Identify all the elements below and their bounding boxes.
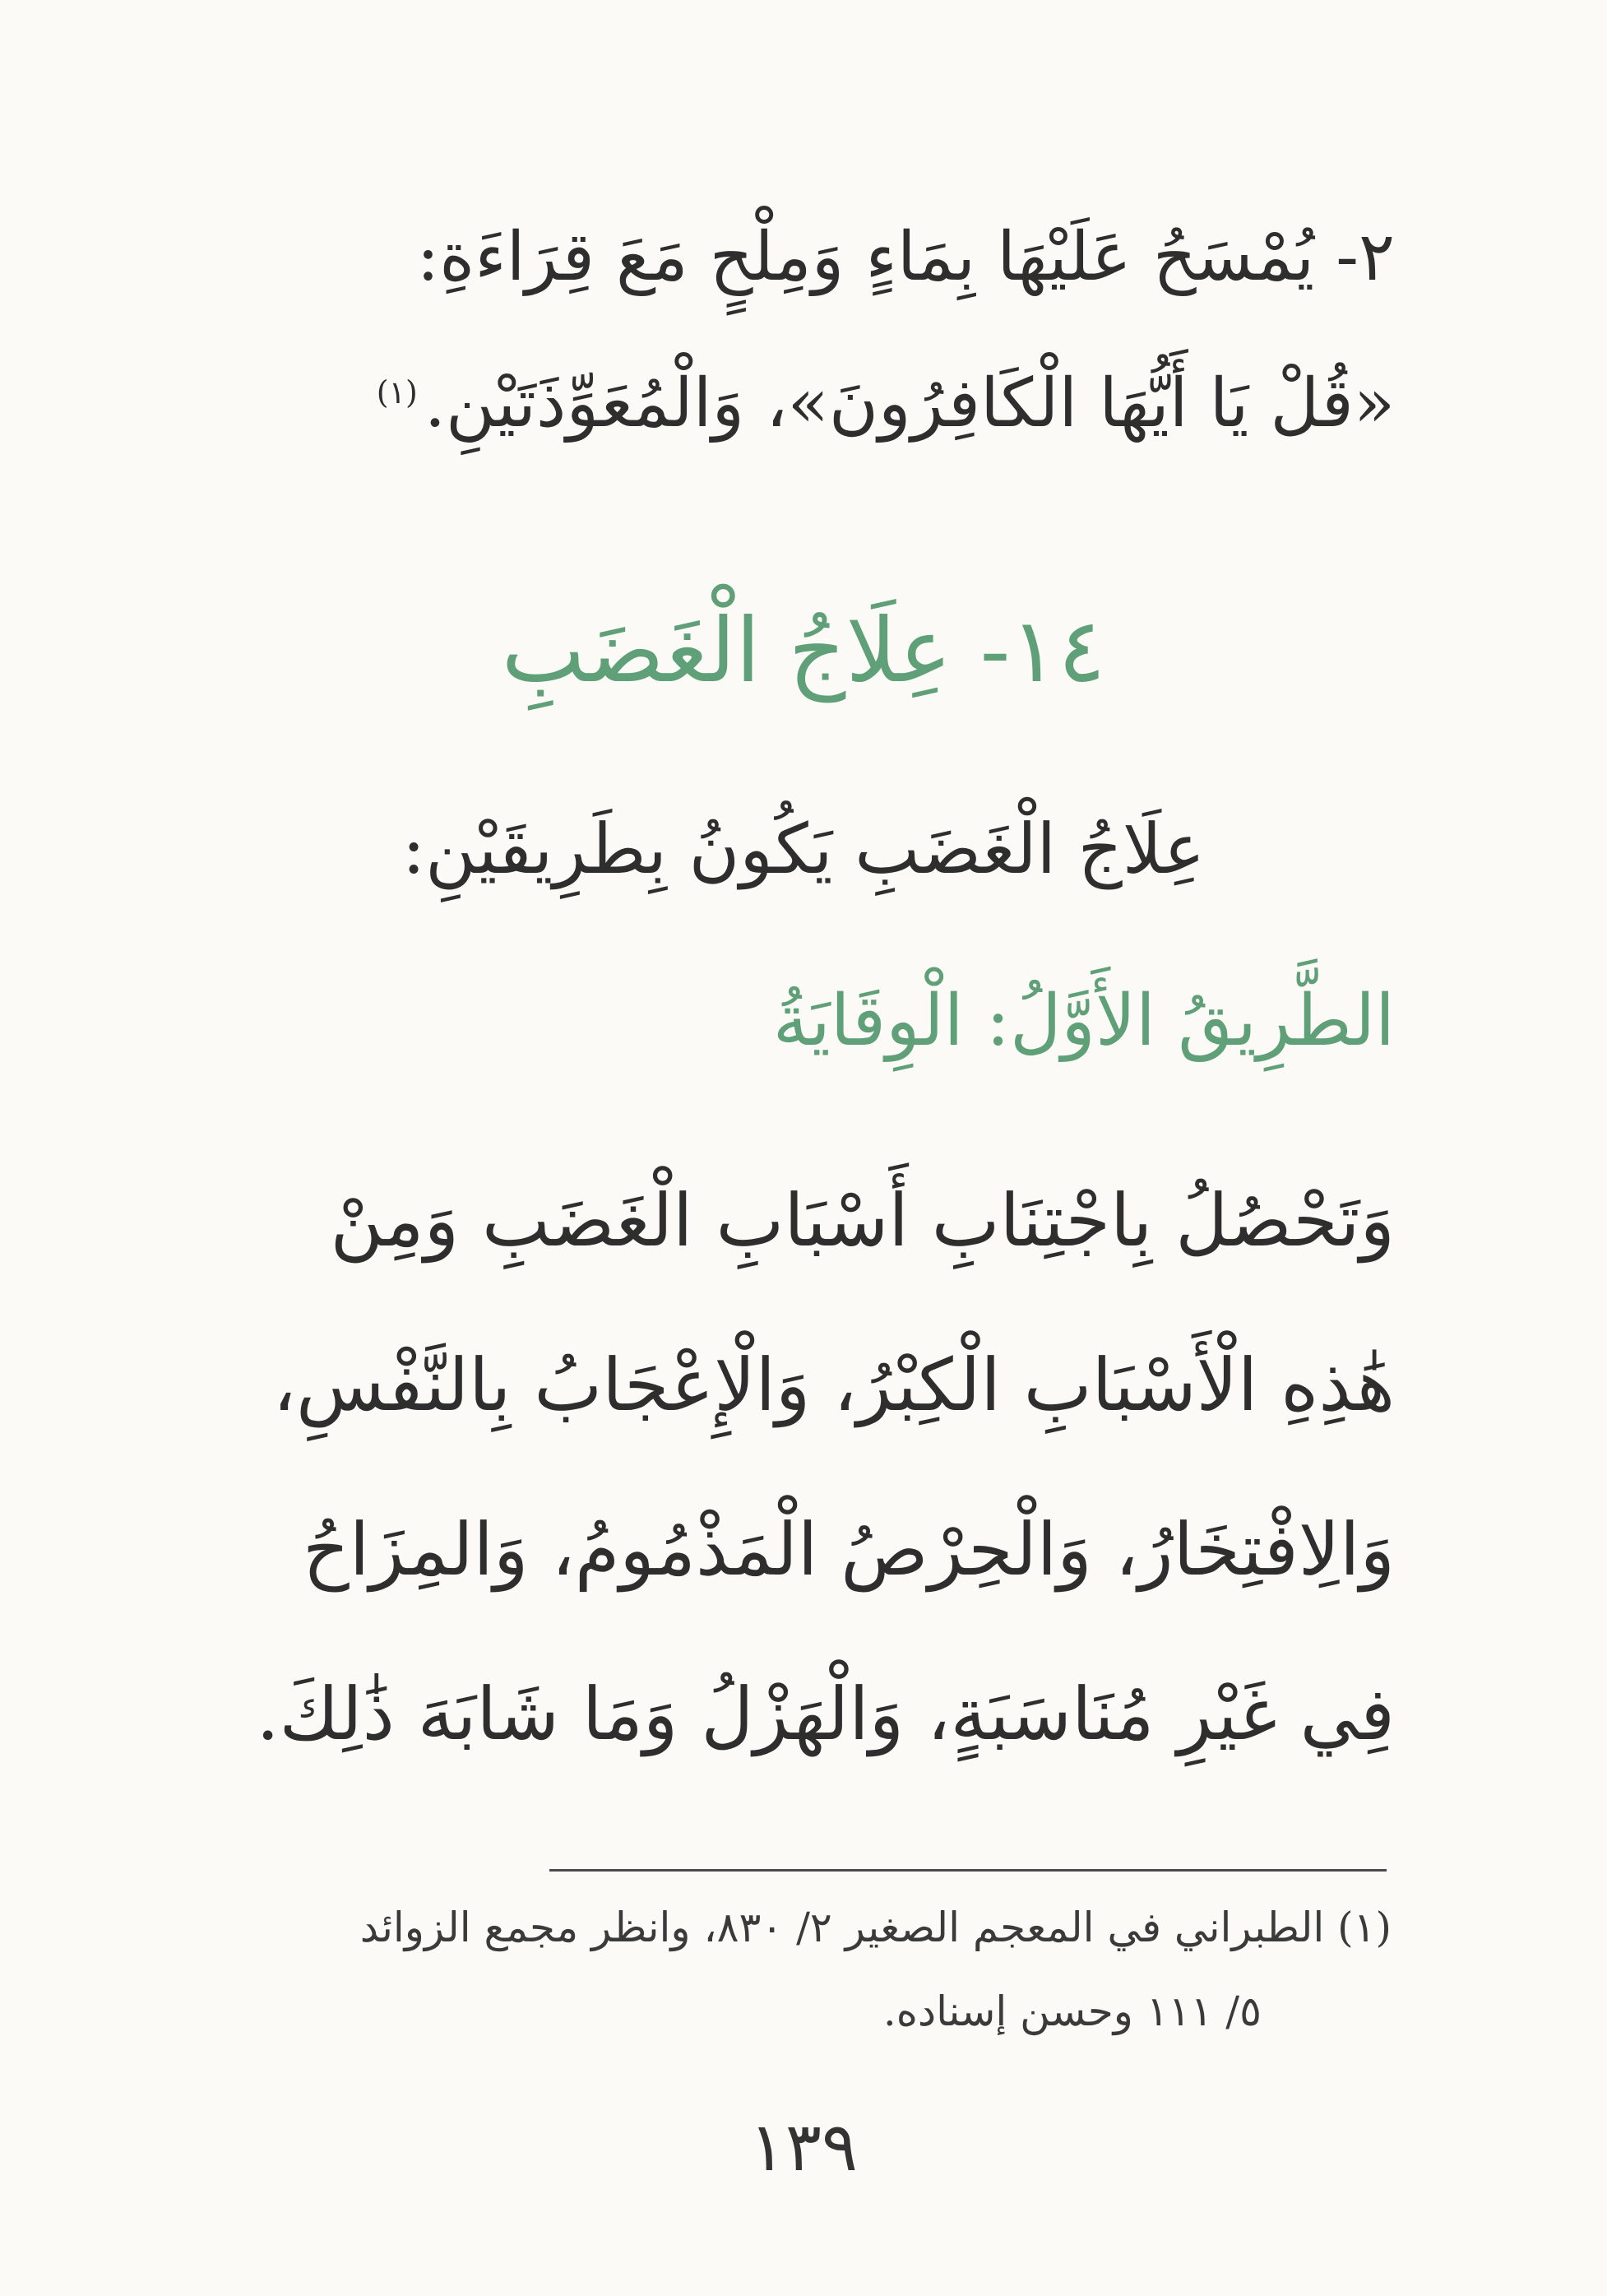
list-item-line-2	[202, 364, 1395, 443]
subheading: الطَّرِيقُ الأَوَّلُ: الْوِقَايَةُ	[772, 980, 1395, 1062]
list-item-line-1: ٢- يُمْسَحُ عَلَيْهَا بِمَاءٍ وَمِلْحٍ مَعَ قِرَاءَةِ:	[416, 218, 1395, 296]
footnote-marker: (١)	[376, 373, 418, 410]
intro-text: عِلَاجُ الْغَضَبِ يَكُونُ بِطَرِيقَيْنِ:	[401, 809, 1206, 889]
footnote-line-1: (١) الطبراني في المعجم الصغير ٢/ ٨٣٠، وانظر مجمع الزوائد	[359, 1904, 1392, 1951]
body-line-4: فِي غَيْرِ مُنَاسَبَةٍ، وَالْهَزْلُ وَمَا شَابَهَ ذَٰلِكَ.	[256, 1672, 1395, 1756]
list-item-line-2-text: «قُلْ يَا أَيُّهَا الْكَافِرُونَ»، وَالْمُعَوِّذَتَيْنِ.	[424, 364, 1395, 443]
body-line-1: وَتَحْصُلُ بِاجْتِنَابِ أَسْبَابِ الْغَضَبِ وَمِنْ	[330, 1178, 1395, 1263]
body-line-2: هَٰذِهِ الْأَسْبَابِ الْكِبْرُ، وَالْإِعْجَابُ بِالنَّفْسِ،	[272, 1343, 1395, 1427]
body-line-3: وَالِافْتِخَارُ، وَالْحِرْصُ الْمَذْمُومُ، وَالمِزَاحُ	[303, 1507, 1395, 1592]
footnote-line-2: ٥/ ١١١ وحسن إسناده.	[882, 1988, 1262, 2035]
footnote-divider	[549, 1869, 1387, 1872]
section-heading: ١٤- عِلَاجُ الْغَضَبِ	[501, 600, 1106, 703]
page-number: ١٣٩	[748, 2108, 859, 2187]
